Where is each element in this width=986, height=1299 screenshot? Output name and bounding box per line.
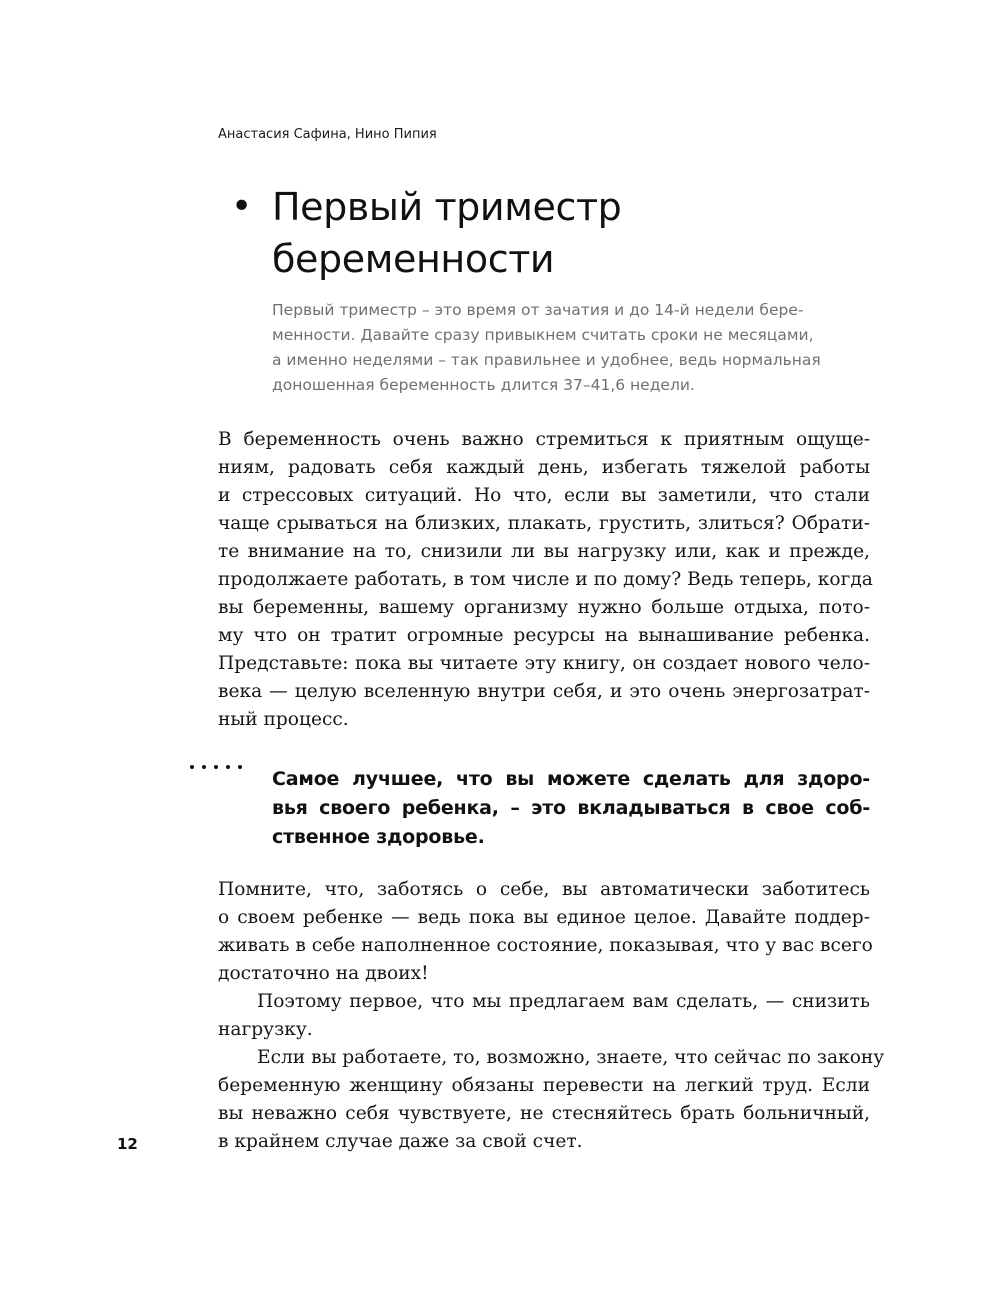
- body-line: вы неважно себя чувствуете, не стесняйтесь брать больничный,: [218, 1103, 870, 1124]
- pull-quote-line: ственное здоровье.: [272, 826, 485, 848]
- running-head: Анастасия Сафина, Нино Пипия: [218, 127, 437, 142]
- body-line: Помните, что, заботясь о себе, вы автоматически заботитесь: [218, 879, 870, 900]
- lead-line: доношенная беременность длится 37–41,6 недели.: [272, 376, 695, 394]
- body-line: достаточно на двоих!: [218, 963, 429, 984]
- dot: [190, 765, 194, 769]
- pull-quote: [272, 765, 870, 852]
- chapter-title-line: беременности: [272, 237, 555, 281]
- body-line: чаще срываться на близких, плакать, грустить, злиться? Обрати-: [218, 513, 870, 534]
- dot: [226, 765, 230, 769]
- dot: [214, 765, 218, 769]
- body-line: В беременность очень важно стремиться к приятным ощуще-: [218, 429, 870, 450]
- body-line: продолжаете работать, в том числе и по дому? Ведь теперь, когда: [218, 569, 873, 590]
- body-paragraph-2: [218, 876, 885, 1156]
- body-line: ный процесс.: [218, 709, 349, 730]
- lead-line: а именно неделями – так правильнее и удобнее, ведь нормальная: [272, 351, 821, 369]
- body-line: Если вы работаете, то, возможно, знаете, что сейчас по закону: [257, 1047, 885, 1068]
- body-line: живать в себе наполненное состояние, показывая, что у вас всего: [218, 935, 873, 956]
- page-number: 12: [117, 1135, 138, 1153]
- body-line: и стрессовых ситуаций. Но что, если вы заметили, что стали: [218, 485, 870, 506]
- body-line: в крайнем случае даже за свой счет.: [218, 1131, 583, 1152]
- lead-paragraph: [272, 298, 872, 398]
- body-line: беременную женщину обязаны перевести на легкий труд. Если: [218, 1075, 870, 1096]
- pull-quote-dots-ornament: [190, 765, 242, 769]
- chapter-title-line: Первый триместр: [272, 185, 622, 229]
- body-line: Поэтому первое, что мы предлагаем вам сделать, — снизить: [257, 991, 870, 1012]
- title-bullet: •: [231, 186, 253, 227]
- lead-line: менности. Давайте сразу привыкнем считать сроки не месяцами,: [272, 326, 814, 344]
- body-line: века — целую вселенную внутри себя, и это очень энергозатрат-: [218, 681, 870, 702]
- pull-quote-line: Самое лучшее, что вы можете сделать для здоро-: [272, 768, 870, 790]
- body-paragraph-1: [218, 426, 873, 734]
- chapter-title: [272, 181, 832, 285]
- body-line: Представьте: пока вы читаете эту книгу, он создает нового чело-: [218, 653, 870, 674]
- body-line: о своем ребенке — ведь пока вы единое целое. Давайте поддер-: [218, 907, 870, 928]
- dot: [202, 765, 206, 769]
- body-line: вы беременны, вашему организму нужно больше отдыха, пото-: [218, 597, 870, 618]
- dot: [238, 765, 242, 769]
- lead-line: Первый триместр – это время от зачатия и до 14-й недели бере-: [272, 301, 804, 319]
- body-line: му что он тратит огромные ресурсы на вынашивание ребенка.: [218, 625, 870, 646]
- pull-quote-line: вья своего ребенка, – это вкладываться в свое соб-: [272, 797, 870, 819]
- body-line: ниям, радовать себя каждый день, избегать тяжелой работы: [218, 457, 870, 478]
- body-line: нагрузку.: [218, 1019, 313, 1040]
- body-line: те внимание на то, снизили ли вы нагрузку или, как и прежде,: [218, 541, 870, 562]
